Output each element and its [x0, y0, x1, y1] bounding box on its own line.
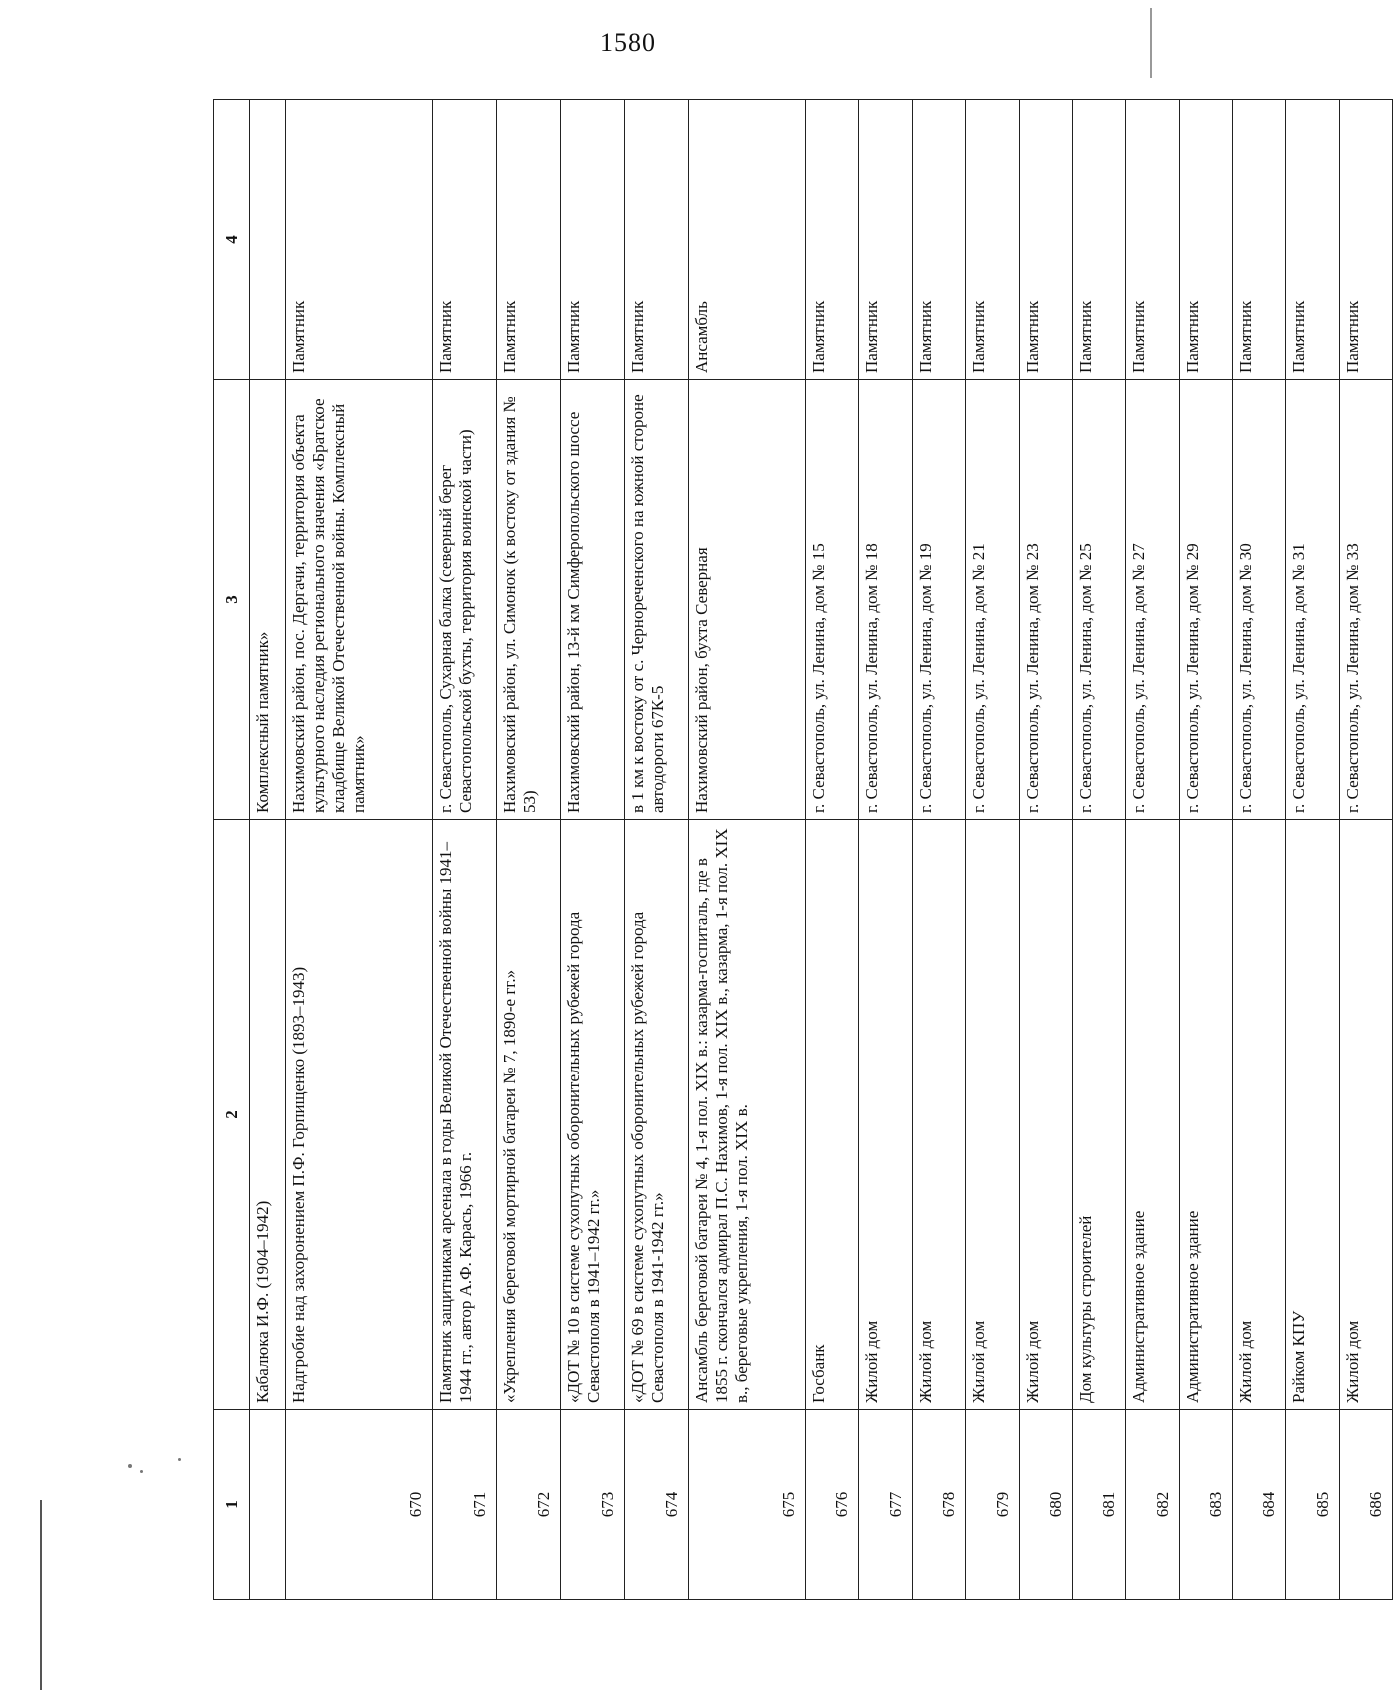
table-row	[1179, 100, 1232, 1600]
row-number-cell: 681	[1072, 1410, 1125, 1600]
row-number-cell: 680	[1019, 1410, 1072, 1600]
table-row	[1126, 100, 1179, 1600]
table-row	[560, 100, 624, 1600]
row-number-cell: 677	[859, 1410, 912, 1600]
address-cell: г. Севастополь, ул. Ленина, дом № 18	[859, 380, 912, 820]
address-cell: Нахимовский район, пос. Дергачи, территория объекта культурного наследия регионального значения «Братское кладбище Великой Отечественной войны. Комплексный памятник»	[286, 380, 433, 820]
address-cell: г. Севастополь, ул. Ленина, дом № 29	[1179, 380, 1232, 820]
table-row	[1286, 100, 1339, 1600]
category-cell: Ансамбль	[688, 100, 805, 380]
address-cell: Нахимовский район, 13-й км Симферопольского шоссе	[560, 380, 624, 820]
header-col-1: 1	[214, 1410, 250, 1600]
category-cell: Памятник	[286, 100, 433, 380]
table-row	[859, 100, 912, 1600]
table-row	[1019, 100, 1072, 1600]
address-cell: г. Севастополь, ул. Ленина, дом № 15	[806, 380, 859, 820]
category-cell: Памятник	[806, 100, 859, 380]
table-row	[432, 100, 496, 1600]
table-row	[250, 100, 286, 1600]
object-name-cell: Административное здание	[1179, 820, 1232, 1410]
row-number-cell: 678	[912, 1410, 965, 1600]
address-cell: г. Севастополь, ул. Ленина, дом № 25	[1072, 380, 1125, 820]
category-cell: Памятник	[1339, 100, 1392, 380]
table-row	[806, 100, 859, 1600]
table-row	[496, 100, 560, 1600]
table-row	[624, 100, 688, 1600]
address-cell: г. Севастополь, ул. Ленина, дом № 27	[1126, 380, 1179, 820]
object-name-cell: Жилой дом	[966, 820, 1019, 1410]
category-cell: Памятник	[560, 100, 624, 380]
table-header-row	[214, 100, 250, 1600]
table-row	[1339, 100, 1392, 1600]
object-name-cell: Ансамбль береговой батареи № 4, 1-я пол. XIX в.: казарма-госпиталь, где в 1855 г. скончался адмирал П.С. Нахимов, 1-я пол. XIX в., казарма, 1-я пол. XIX в., береговые укрепления, 1-я пол. XIX в.	[688, 820, 805, 1410]
heritage-registry-table	[213, 99, 1393, 1600]
object-name-cell: «Укрепления береговой мортирной батареи № 7, 1890-е гг.»	[496, 820, 560, 1410]
page-number: 1580	[600, 28, 656, 57]
table-body	[214, 100, 1393, 1600]
category-cell: Памятник	[912, 100, 965, 380]
scan-speck	[128, 1464, 132, 1468]
object-name-cell: Жилой дом	[1019, 820, 1072, 1410]
category-cell: Памятник	[432, 100, 496, 380]
row-number-cell: 671	[432, 1410, 496, 1600]
rotated-table-container	[213, 100, 1393, 1600]
header-col-2: 2	[214, 820, 250, 1410]
object-name-cell: Кабалюка И.Ф. (1904–1942)	[250, 820, 286, 1410]
address-cell: г. Севастополь, ул. Ленина, дом № 31	[1286, 380, 1339, 820]
table-row	[286, 100, 433, 1600]
header-col-4: 4	[214, 100, 250, 380]
address-cell: г. Севастополь, ул. Ленина, дом № 19	[912, 380, 965, 820]
category-cell: Памятник	[1232, 100, 1285, 380]
category-cell: Памятник	[1286, 100, 1339, 380]
scan-speck	[178, 1458, 181, 1461]
address-cell: в 1 км к востоку от с. Черноречeнского на южной стороне автодороги 67К-5	[624, 380, 688, 820]
row-number-cell	[250, 1410, 286, 1600]
object-name-cell: Памятник защитникам арсенала в годы Великой Отечественной войны 1941–1944 гг., автор А.Ф. Карась, 1966 г.	[432, 820, 496, 1410]
category-cell: Памятник	[496, 100, 560, 380]
row-number-cell: 673	[560, 1410, 624, 1600]
category-cell: Памятник	[1179, 100, 1232, 380]
object-name-cell: Дом культуры строителей	[1072, 820, 1125, 1410]
row-number-cell: 672	[496, 1410, 560, 1600]
row-number-cell: 684	[1232, 1410, 1285, 1600]
table-row	[1072, 100, 1125, 1600]
table-row	[1232, 100, 1285, 1600]
row-number-cell: 685	[1286, 1410, 1339, 1600]
address-cell: г. Севастополь, ул. Ленина, дом № 33	[1339, 380, 1392, 820]
category-cell: Памятник	[966, 100, 1019, 380]
scan-speck	[140, 1470, 143, 1473]
table-row	[966, 100, 1019, 1600]
row-number-cell: 683	[1179, 1410, 1232, 1600]
address-cell: Нахимовский район, бухта Северная	[688, 380, 805, 820]
category-cell: Памятник	[1072, 100, 1125, 380]
row-number-cell: 670	[286, 1410, 433, 1600]
category-cell: Памятник	[859, 100, 912, 380]
row-number-cell: 676	[806, 1410, 859, 1600]
object-name-cell: Жилой дом	[912, 820, 965, 1410]
row-number-cell: 682	[1126, 1410, 1179, 1600]
category-cell: Памятник	[1126, 100, 1179, 380]
address-cell: г. Севастополь, Сухарная балка (северный берег Севастопольской бухты, территория воинской части)	[432, 380, 496, 820]
row-number-cell: 675	[688, 1410, 805, 1600]
row-number-cell: 674	[624, 1410, 688, 1600]
object-name-cell: «ДОТ № 69 в системе сухопутных оборонительных рубежей города Севастополя в 1941-1942 гг.»	[624, 820, 688, 1410]
category-cell	[250, 100, 286, 380]
category-cell: Памятник	[1019, 100, 1072, 380]
object-name-cell: Жилой дом	[859, 820, 912, 1410]
object-name-cell: Госбанк	[806, 820, 859, 1410]
scan-edge-line	[40, 1500, 42, 1690]
address-cell: Комплексный памятник»	[250, 380, 286, 820]
row-number-cell: 679	[966, 1410, 1019, 1600]
address-cell: г. Севастополь, ул. Ленина, дом № 23	[1019, 380, 1072, 820]
address-cell: г. Севастополь, ул. Ленина, дом № 30	[1232, 380, 1285, 820]
address-cell: г. Севастополь, ул. Ленина, дом № 21	[966, 380, 1019, 820]
table-row	[688, 100, 805, 1600]
scan-edge-mark	[1150, 8, 1152, 78]
object-name-cell: Административное здание	[1126, 820, 1179, 1410]
object-name-cell: Надгробие над захоронением П.Ф. Горпищенко (1893–1943)	[286, 820, 433, 1410]
address-cell: Нахимовский район, ул. Симонок (к востоку от здания № 53)	[496, 380, 560, 820]
object-name-cell: «ДОТ № 10 в системе сухопутных оборонительных рубежей города Севастополя в 1941–1942 гг.»	[560, 820, 624, 1410]
row-number-cell: 686	[1339, 1410, 1392, 1600]
object-name-cell: Жилой дом	[1339, 820, 1392, 1410]
object-name-cell: Жилой дом	[1232, 820, 1285, 1410]
object-name-cell: Райком КПУ	[1286, 820, 1339, 1410]
header-col-3: 3	[214, 380, 250, 820]
table-row	[912, 100, 965, 1600]
category-cell: Памятник	[624, 100, 688, 380]
